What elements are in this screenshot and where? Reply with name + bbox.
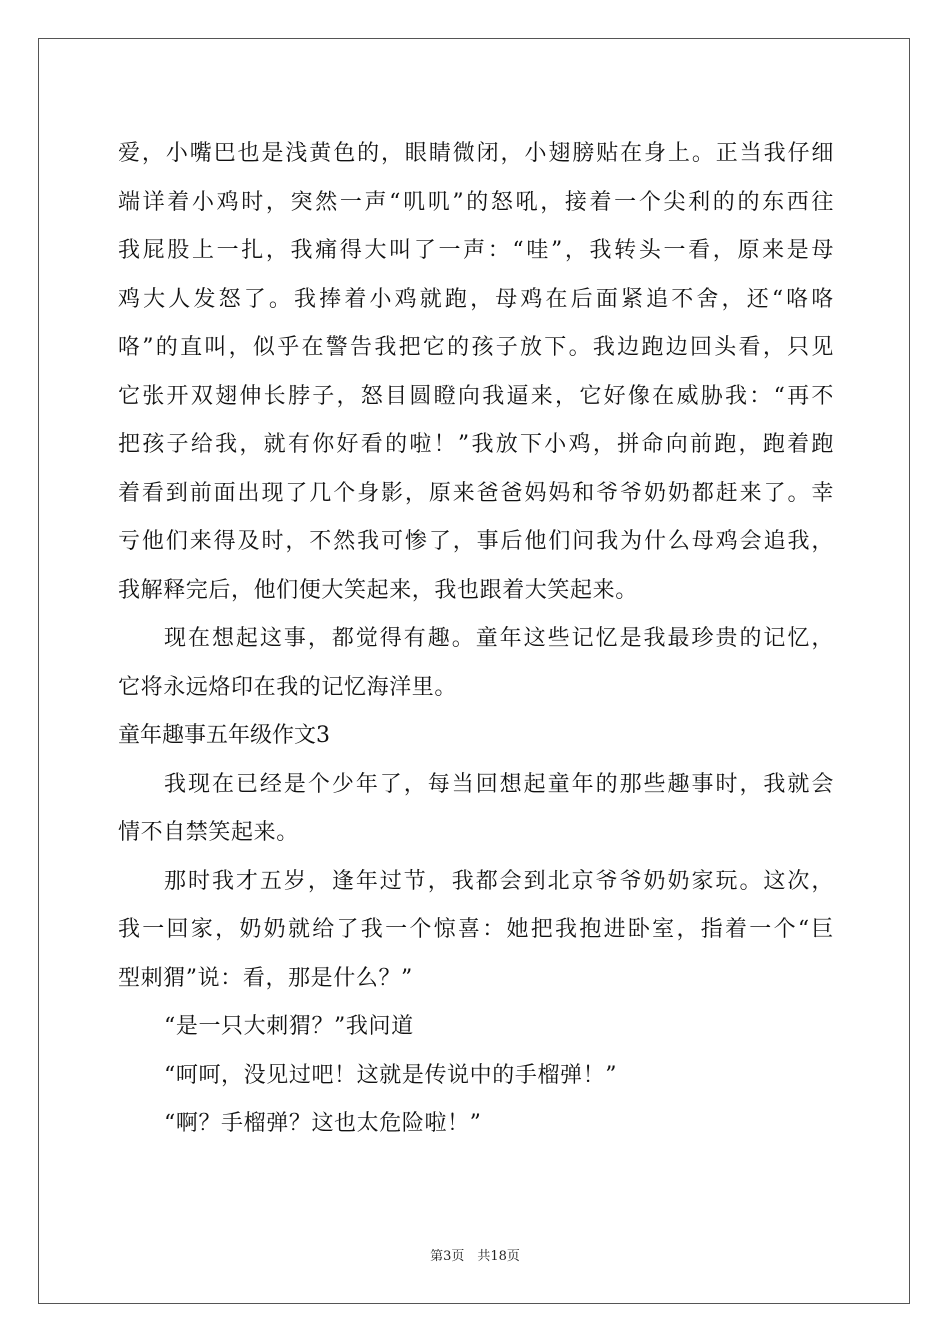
paragraph-line: 我屁股上一扎，我痛得大叫了一声：“哇”，我转头一看，原来是母 — [118, 238, 834, 263]
dialogue-line: “呵呵，没见过吧！这就是传说中的手榴弹！” — [164, 1062, 618, 1088]
page-number-footer: 第3页 共18页 — [430, 1249, 520, 1264]
paragraph-line: 把孩子给我，就有你好看的啦！”我放下小鸡，拼命向前跑，跑着跑 — [118, 432, 834, 457]
paragraph-line: 我现在已经是个少年了，每当回想起童年的那些趣事时，我就会 — [164, 771, 834, 797]
paragraph-line: 型刺猬”说：看，那是什么？” — [118, 965, 413, 991]
paragraph-line: 我解释完后，他们便大笑起来，我也跟着大笑起来。 — [118, 577, 638, 603]
paragraph-line: 鸡大人发怒了。我捧着小鸡就跑，母鸡在后面紧追不舍，还“咯咯 — [118, 286, 834, 312]
paragraph-line: 那时我才五岁，逢年过节，我都会到北京爷爷奶奶家玩。这次， — [164, 868, 834, 894]
paragraph-line: 它张开双翅伸长脖子，怒目圆瞪向我逼来，它好像在威胁我：“再不 — [118, 383, 834, 409]
paragraph-line: 咯”的直叫，似乎在警告我把它的孩子放下。我边跑边回头看，只见 — [118, 335, 834, 360]
dialogue-line: “是一只大刺猬？”我问道 — [164, 1014, 414, 1039]
paragraph-line: 我一回家，奶奶就给了我一个惊喜：她把我抱进卧室，指着一个“巨 — [118, 917, 834, 942]
paragraph-line: 它将永远烙印在我的记忆海洋里。 — [118, 674, 458, 700]
document-body — [118, 130, 834, 1149]
dialogue-line: “啊？手榴弹？这也太危险啦！” — [164, 1111, 482, 1136]
paragraph-line: 亏他们来得及时，不然我可惨了，事后他们问我为什么母鸡会追我， — [118, 529, 834, 554]
paragraph-line: 爱，小嘴巴也是浅黄色的，眼睛微闭，小翅膀贴在身上。正当我仔细 — [118, 141, 834, 166]
paragraph-line: 着看到前面出现了几个身影，原来爸爸妈妈和爷爷奶奶都赶来了。幸 — [118, 480, 834, 506]
paragraph-line: 端详着小鸡时，突然一声“叽叽”的怒吼，接着一个尖利的的东西往 — [118, 189, 834, 215]
paragraph-line: 情不自禁笑起来。 — [118, 820, 299, 845]
section-heading: 童年趣事五年级作文3 — [118, 723, 330, 748]
paragraph-line: 现在想起这事，都觉得有趣。童年这些记忆是我最珍贵的记忆， — [164, 626, 834, 651]
